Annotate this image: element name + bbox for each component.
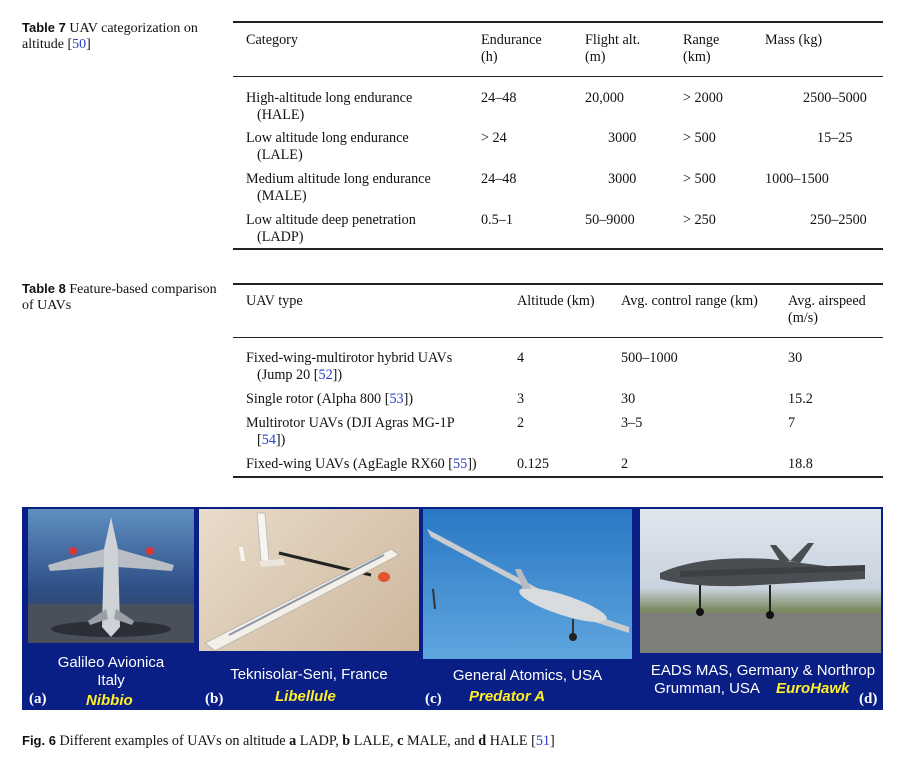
- table7-caption: Table 7 UAV categorization on altitude [50]: [22, 20, 198, 52]
- panel-c-maker: General Atomics, USA: [452, 667, 603, 684]
- photo-predator: [423, 509, 632, 659]
- photo-libellule: [199, 509, 419, 651]
- table8-top-rule: [233, 283, 883, 285]
- ref-link-50[interactable]: 50: [72, 37, 87, 52]
- ref-link-55[interactable]: 55: [453, 456, 468, 472]
- t7-header-range-unit: (km): [683, 49, 711, 65]
- panel-b-maker: Teknisolar-Seni, France: [230, 666, 388, 683]
- table8-bottom-rule: [233, 476, 883, 478]
- uav-nibbio-image: [28, 509, 194, 643]
- panel-d-maker: EADS MAS, Germany & Northrop: [650, 662, 876, 679]
- t7-header-category: Category: [246, 32, 299, 48]
- t8-header-range: Avg. control range (km): [621, 293, 758, 309]
- panel-a-maker: Galileo Avionica: [57, 654, 165, 671]
- panel-b-letter: (b): [205, 691, 224, 707]
- t8-header-airspeed-unit: (m/s): [788, 310, 818, 326]
- panel-a-name: Nibbio: [86, 692, 133, 709]
- table8-header-rule: [233, 337, 883, 338]
- ref-link-54[interactable]: 54: [261, 432, 276, 448]
- table8-caption: Table 8 Feature-based comparison of UAVs: [22, 281, 217, 313]
- ref-link-51[interactable]: 51: [535, 733, 550, 749]
- photo-eurohawk: [640, 509, 881, 653]
- panel-c-letter: (c): [425, 691, 442, 707]
- table8-label: Table 8: [22, 281, 66, 296]
- panel-d-country: Grumman, USA: [654, 680, 760, 697]
- t7-header-flight-alt: Flight alt.: [585, 32, 641, 48]
- figure-6: [22, 507, 883, 710]
- t7-header-flight-alt-unit: (m): [585, 49, 606, 65]
- t8-header-altitude: Altitude (km): [517, 293, 595, 309]
- table7-label: Table 7: [22, 20, 66, 35]
- panel-d-name: EuroHawk: [776, 680, 850, 697]
- panel-c-name: Predator A: [469, 688, 546, 705]
- t7-header-endurance-unit: (h): [481, 49, 498, 65]
- t7-header-mass: Mass (kg): [765, 32, 823, 48]
- photo-nibbio: [28, 509, 194, 643]
- panel-b-name: Libellule: [275, 688, 336, 705]
- t7-header-range: Range: [683, 32, 720, 48]
- uav-predator-image: [423, 509, 632, 659]
- figure-label: Fig. 6: [22, 733, 56, 748]
- panel-a-letter: (a): [29, 691, 47, 707]
- t8-header-type: UAV type: [246, 293, 303, 309]
- t8-header-airspeed: Avg. airspeed: [788, 293, 866, 309]
- t7-header-endurance: Endurance: [481, 32, 542, 48]
- uav-eurohawk-image: [640, 509, 881, 653]
- panel-d-letter: (d): [859, 691, 878, 707]
- ref-link-52[interactable]: 52: [318, 367, 333, 383]
- figure-6-caption: Fig. 6 Different examples of UAVs on altitude a LADP, b LALE, c MALE, and d HALE [51]: [22, 733, 555, 749]
- table7-top-rule: [233, 21, 883, 23]
- uav-libellule-image: [199, 509, 419, 651]
- ref-link-53[interactable]: 53: [389, 391, 404, 407]
- panel-a-country: Italy: [97, 672, 125, 689]
- table7-header-rule: [233, 76, 883, 77]
- table7-bottom-rule: [233, 248, 883, 250]
